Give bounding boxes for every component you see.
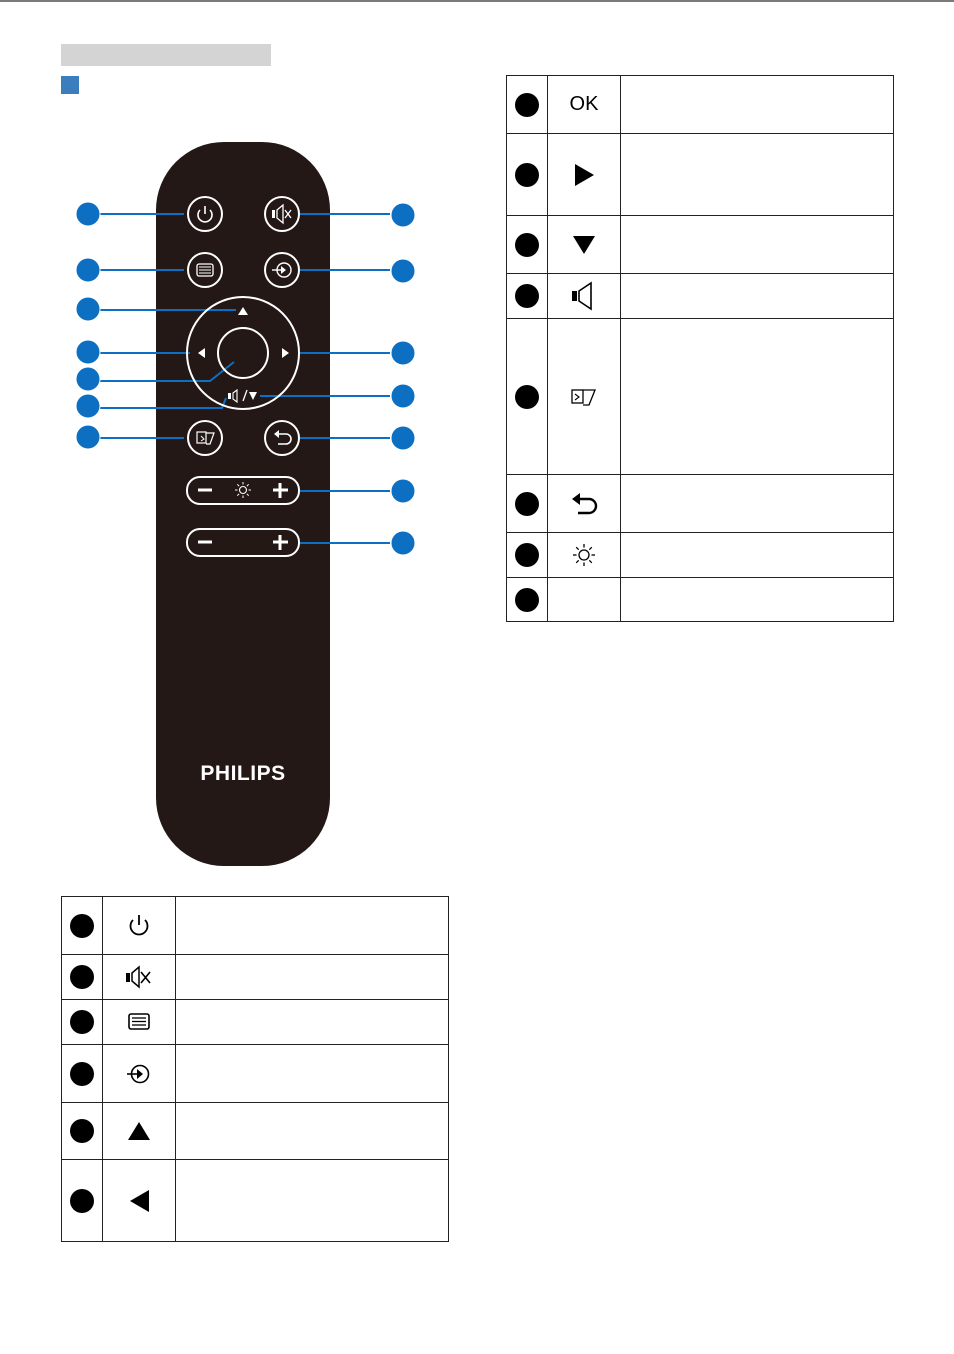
- legend-row: [62, 955, 449, 1000]
- legend-number: [515, 163, 539, 187]
- legend-description: [621, 319, 894, 475]
- legend-row: [507, 274, 894, 319]
- legend-number: [515, 543, 539, 567]
- remote-brand-logo: PHILIPS: [200, 762, 286, 785]
- legend-row: [507, 76, 894, 134]
- legend-row: [62, 1045, 449, 1103]
- legend-number: [515, 233, 539, 257]
- legend-number: [70, 1119, 94, 1143]
- legend-description: [621, 216, 894, 274]
- legend-description: [621, 578, 894, 622]
- smartimage-icon: [570, 386, 598, 408]
- callout-dot-1: [76, 202, 100, 226]
- callout-dot-10: [391, 384, 415, 408]
- callout-dot-7: [76, 367, 100, 391]
- legend-row: [62, 897, 449, 955]
- legend-row: [62, 1000, 449, 1045]
- legend-number: [515, 93, 539, 117]
- callout-dot-2: [391, 203, 415, 227]
- callout-dot-9: [76, 394, 100, 418]
- legend-row: [507, 319, 894, 475]
- remote-illustration: [0, 0, 460, 880]
- legend-row: [62, 1160, 449, 1242]
- legend-number: [515, 385, 539, 409]
- legend-description: [176, 1000, 449, 1045]
- callout-dot-13: [391, 479, 415, 503]
- callout-dot-3: [76, 258, 100, 282]
- up-arrow-icon: [126, 1120, 152, 1142]
- legend-row: [62, 1103, 449, 1160]
- legend-row: [507, 134, 894, 216]
- legend-description: [621, 475, 894, 533]
- legend-description: [176, 1045, 449, 1103]
- right-arrow-icon: [572, 162, 596, 188]
- volume-icon: [569, 281, 599, 311]
- legend-row: [507, 578, 894, 622]
- legend-description: [621, 274, 894, 319]
- input-icon: [125, 1061, 153, 1087]
- legend-row: [507, 533, 894, 578]
- return-icon: [569, 491, 599, 517]
- callout-dot-5: [76, 297, 100, 321]
- down-arrow-icon: [571, 234, 597, 256]
- legend-description: [176, 955, 449, 1000]
- callout-dot-12: [391, 426, 415, 450]
- left-arrow-icon: [127, 1188, 151, 1214]
- empty-icon-cell: [548, 578, 621, 622]
- legend-number: [70, 1062, 94, 1086]
- ok-label: OK: [569, 93, 599, 115]
- legend-number: [515, 588, 539, 612]
- callout-dot-4: [391, 259, 415, 283]
- legend-number: [515, 492, 539, 516]
- callout-dot-11: [76, 425, 100, 449]
- power-icon: [126, 913, 152, 939]
- callout-dot-8: [391, 341, 415, 365]
- legend-table-right: [506, 75, 894, 622]
- menu-icon: [126, 1011, 152, 1033]
- legend-description: [176, 1160, 449, 1242]
- legend-description: [621, 134, 894, 216]
- legend-row: [507, 475, 894, 533]
- legend-number: [70, 965, 94, 989]
- legend-number: [70, 1010, 94, 1034]
- legend-description: [176, 897, 449, 955]
- callout-dot-14: [391, 531, 415, 555]
- legend-description: [176, 1103, 449, 1160]
- mute-icon: [124, 964, 154, 990]
- brightness-icon: [571, 542, 597, 568]
- legend-row: [507, 216, 894, 274]
- legend-number: [70, 914, 94, 938]
- legend-table-left: [61, 896, 449, 1242]
- legend-description: [621, 76, 894, 134]
- callout-dot-6: [76, 340, 100, 364]
- legend-number: [515, 284, 539, 308]
- legend-description: [621, 533, 894, 578]
- legend-number: [70, 1189, 94, 1213]
